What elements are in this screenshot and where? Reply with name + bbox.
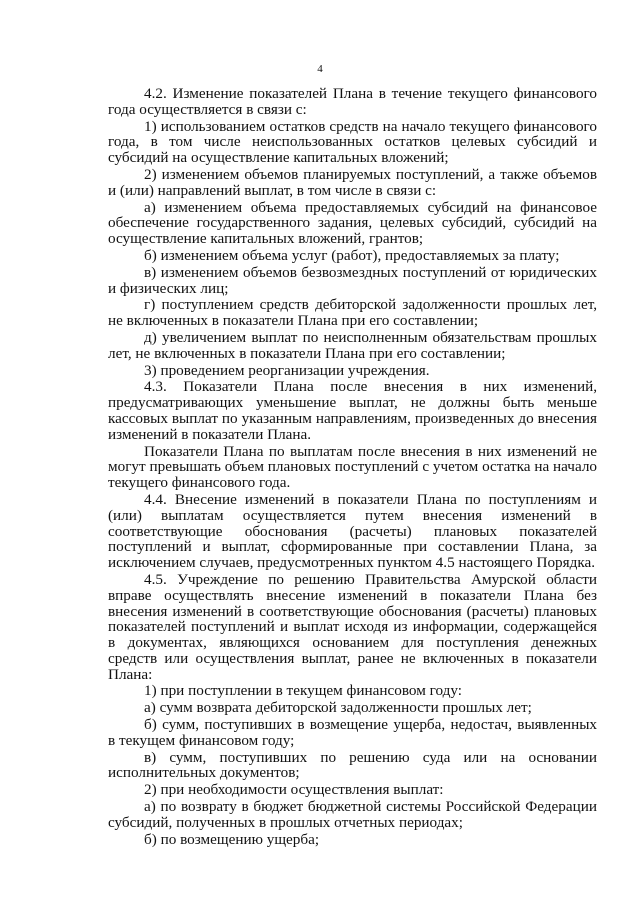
- paragraph: 4.3. Показатели Плана после внесения в них изменений, предусматривающих уменьшение выплат, не должны быть меньше кассовых выплат по указанным направлениям, произведенных до внесения изменений в показатели Плана.: [108, 378, 597, 443]
- paragraph: в) сумм, поступивших по решению суда или на основании исполнительных документов;: [108, 748, 597, 782]
- paragraph: г) поступлением средств дебиторской задолженности прошлых лет, не включенных в показатели Плана при его составлении;: [108, 296, 597, 330]
- paragraph: Показатели Плана по выплатам после внесения в них изменений не могут превышать объем плановых поступлений с учетом остатка на начало текущего финансового года.: [108, 442, 597, 492]
- paragraph: 2) изменением объемов планируемых поступлений, а также объемов и (или) направлений выплат, в том числе в связи с:: [108, 165, 597, 199]
- paragraph: б) изменением объема услуг (работ), предоставляемых за плату;: [144, 246, 560, 264]
- paragraph: в) изменением объемов безвозмездных поступлений от юридических и физических лиц;: [108, 263, 597, 297]
- paragraph: а) сумм возврата дебиторской задолженности прошлых лет;: [144, 699, 532, 717]
- paragraph: б) по возмещению ущерба;: [144, 830, 320, 848]
- page-number: 4: [317, 63, 323, 75]
- paragraph: а) изменением объема предоставляемых субсидий на финансовое обеспечение государственного задания, целевых субсидий, субсидий на осуществление капитальных вложений, грантов;: [108, 198, 597, 248]
- paragraph: 1) использованием остатков средств на начало текущего финансового года, в том числе неиспользованных остатков целевых субсидий и субсидий на осуществление капитальных вложений;: [108, 117, 597, 167]
- paragraph: 2) при необходимости осуществления выплат:: [144, 781, 444, 799]
- paragraph: 1) при поступлении в текущем финансовом году:: [144, 682, 462, 700]
- paragraph: а) по возврату в бюджет бюджетной системы Российской Федерации субсидий, полученных в прошлых отчетных периодах;: [108, 798, 597, 831]
- paragraph: 4.4. Внесение изменений в показатели Плана по поступлениям и (или) выплатам осуществляется путем внесения изменений в соответствующие обоснования (расчеты) плановых показателей поступлений и выплат, сформированные при составлении Плана, за исключением случаев, предусмотренных пунктом 4.5 настоящего Порядка.: [108, 490, 597, 572]
- paragraph: 4.2. Изменение показателей Плана в течение текущего финансового года осуществляется в связи с:: [108, 85, 597, 118]
- paragraph: б) сумм, поступивших в возмещение ущерба, недостач, выявленных в текущем финансовом году;: [108, 716, 597, 749]
- document-body: [108, 86, 597, 847]
- paragraph: 3) проведением реорганизации учреждения.: [144, 361, 430, 379]
- paragraph: д) увеличением выплат по неисполненным обязательствам прошлых лет, не включенных в показатели Плана при его составлении;: [108, 328, 597, 362]
- paragraph: 4.5. Учреждение по решению Правительства Амурской области вправе осуществлять внесение изменений в показатели Плана без внесения изменений в соответствующие обоснования (расчеты) плановых показателей поступлений и выплат исходя из информации, содержащейся в документах, являющихся основанием для поступления денежных средств или осуществления выплат, ранее не включенных в показатели Плана:: [108, 570, 597, 683]
